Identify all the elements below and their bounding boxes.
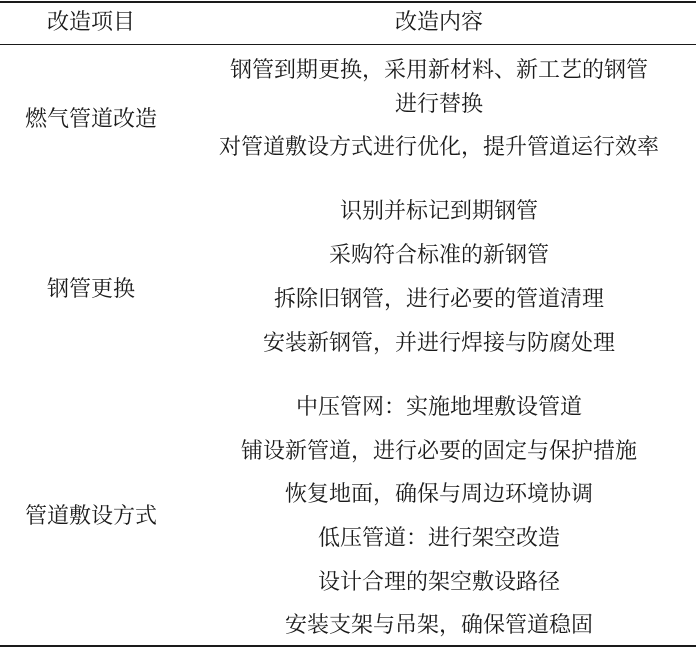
row3-content-line5: 设计合理的架空敷设路径 bbox=[317, 570, 560, 595]
row3-content-line6: 安装支架与吊架，确保管道稳固 bbox=[284, 613, 593, 638]
row2-content-line3: 拆除旧钢管，进行必要的管道清理 bbox=[273, 287, 604, 312]
table-bottom-rule bbox=[0, 645, 696, 647]
table-header-rule bbox=[0, 44, 696, 45]
row1-content-line1: 钢管到期更换，采用新材料、新工艺的钢管 bbox=[229, 58, 648, 83]
row-project-laying-method: 管道敷设方式 bbox=[24, 504, 157, 529]
header-content: 改造内容 bbox=[394, 10, 483, 35]
row3-content-line2: 铺设新管道，进行必要的固定与保护措施 bbox=[240, 439, 637, 464]
row2-content-line4: 安装新钢管，并进行焊接与防腐处理 bbox=[262, 331, 615, 356]
table-top-rule bbox=[0, 1, 696, 3]
row3-content-line3: 恢复地面，确保与周边环境协调 bbox=[284, 482, 593, 507]
row2-content-line2: 采购符合标准的新钢管 bbox=[328, 243, 549, 268]
row3-content-line1: 中压管网：实施地埋敷设管道 bbox=[295, 395, 582, 420]
row-project-steel-pipe: 钢管更换 bbox=[46, 277, 135, 302]
row3-content-line4: 低压管道：进行架空改造 bbox=[317, 526, 560, 551]
row-project-gas-pipeline: 燃气管道改造 bbox=[24, 107, 157, 132]
row1-content-line2: 进行替换 bbox=[394, 92, 483, 117]
header-project: 改造项目 bbox=[46, 10, 135, 35]
row1-content-line3: 对管道敷设方式进行优化，提升管道运行效率 bbox=[218, 135, 659, 160]
row2-content-line1: 识别并标记到期钢管 bbox=[339, 199, 538, 224]
